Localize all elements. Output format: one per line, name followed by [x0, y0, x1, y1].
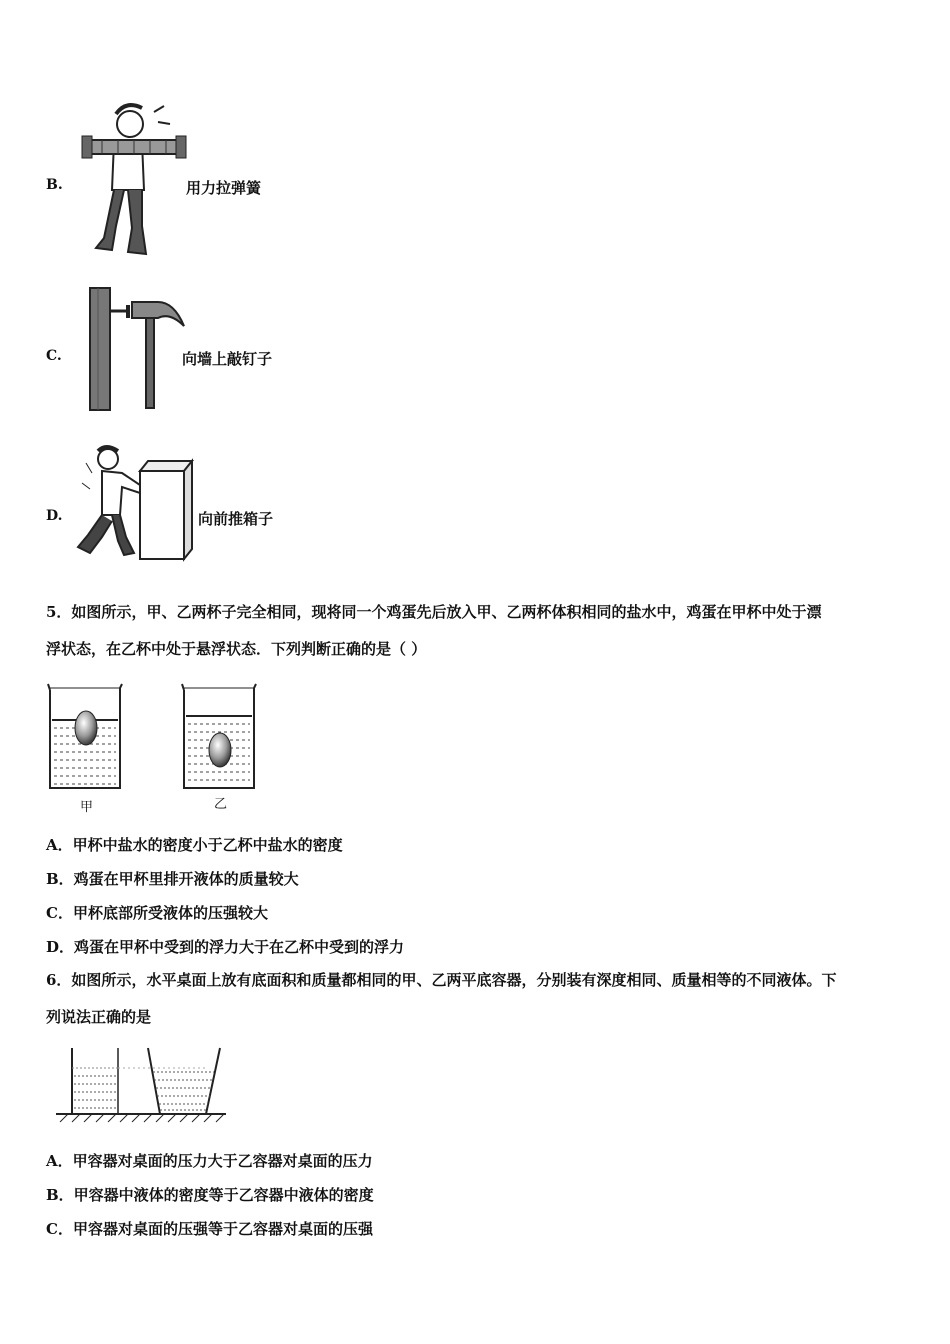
option-c-letter: C. — [46, 348, 62, 364]
q5-answer-a: A．甲杯中盐水的密度小于乙杯中盐水的密度 — [46, 836, 343, 854]
option-b-letter: B. — [46, 177, 63, 193]
figure-pushing-box — [76, 443, 198, 561]
option-d-caption: 向前推箱子 — [198, 510, 274, 528]
q6-answer-b: B．甲容器中液体的密度等于乙容器中液体的密度 — [46, 1186, 374, 1204]
q5-stem-line2: 浮状态，在乙杯中处于悬浮状态．下列判断正确的是（ ） — [46, 640, 427, 658]
figure-hammer-nail-wall — [88, 288, 188, 412]
q5-answer-b: B．鸡蛋在甲杯里排开液体的质量较大 — [46, 870, 299, 888]
q6-answer-a: A．甲容器对桌面的压力大于乙容器对桌面的压力 — [46, 1152, 373, 1170]
beaker-yi-label: 乙 — [214, 797, 228, 812]
q5-answer-c: C．甲杯底部所受液体的压强较大 — [46, 904, 268, 922]
beaker-yi-figure — [180, 684, 260, 794]
option-d-letter: D. — [46, 508, 63, 524]
option-b-caption: 用力拉弹簧 — [186, 179, 262, 197]
beaker-jia-label: 甲 — [80, 800, 94, 815]
beaker-jia-figure — [46, 684, 126, 794]
q5-answer-d: D．鸡蛋在甲杯中受到的浮力大于在乙杯中受到的浮力 — [46, 938, 405, 956]
figure-pulling-spring — [82, 98, 192, 263]
containers-figure — [56, 1046, 228, 1126]
q6-stem-line2: 列说法正确的是 — [46, 1008, 152, 1026]
q5-stem-line1: 5．如图所示，甲、乙两杯子完全相同，现将同一个鸡蛋先后放入甲、乙两杯体积相同的盐水中，鸡蛋在甲杯中处于漂 — [46, 603, 822, 621]
q6-stem-line1: 6．如图所示，水平桌面上放有底面积和质量都相同的甲、乙两平底容器，分别装有深度相同、质量相等的不同液体。下 — [46, 971, 837, 989]
option-c-caption: 向墙上敲钉子 — [182, 350, 273, 368]
q6-answer-c: C．甲容器对桌面的压强等于乙容器对桌面的压强 — [46, 1220, 373, 1238]
